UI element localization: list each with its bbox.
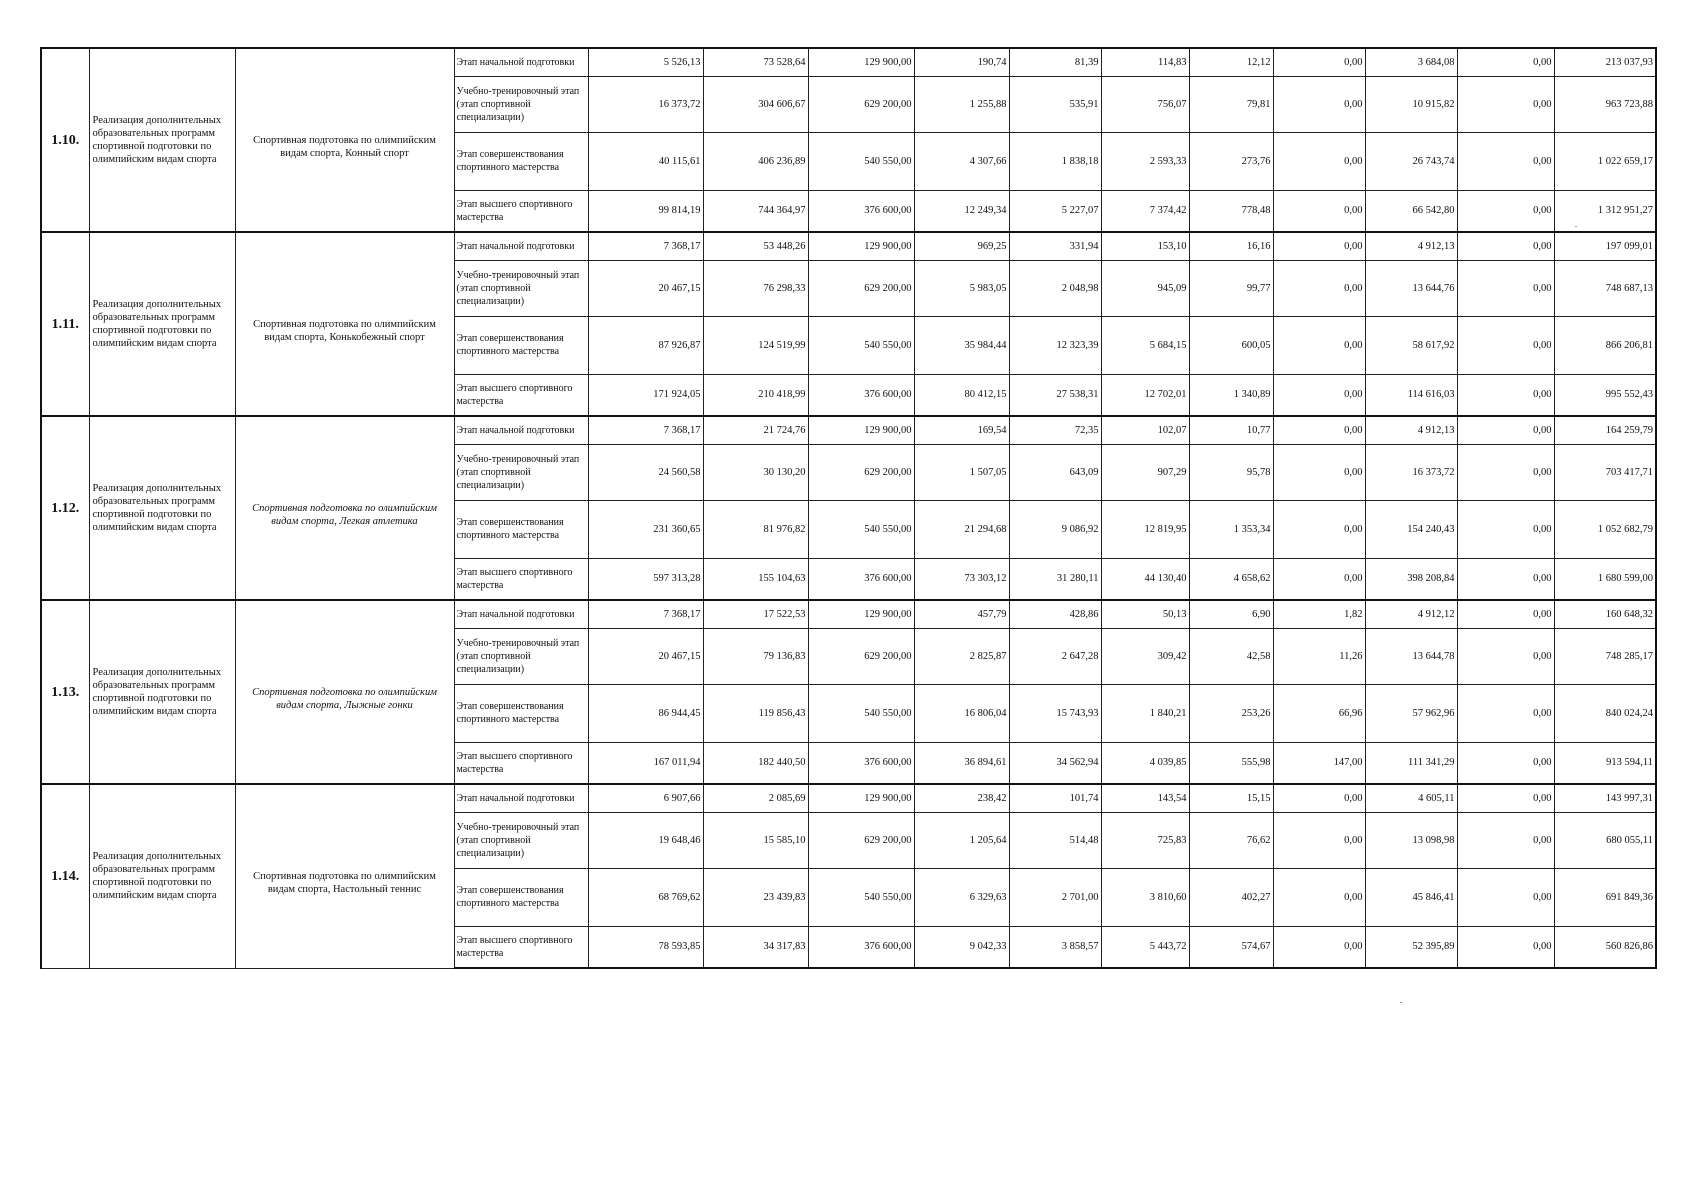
cost-value: 34 317,83 [703,926,808,968]
cost-value: 428,86 [1009,600,1101,628]
cost-value: 190,74 [914,48,1009,76]
cost-value: 81,39 [1009,48,1101,76]
cost-value: 6 907,66 [588,784,703,812]
sport-discipline: Спортивная подготовка по олимпийским видам спорта, Лыжные гонки [235,600,454,784]
training-stage: Этап совершенствования спортивного мастерства [454,684,588,742]
cost-value: 0,00 [1273,374,1365,416]
sport-discipline: Спортивная подготовка по олимпийским видам спорта, Конькобежный спорт [235,232,454,416]
total-value: 197 099,01 [1554,232,1656,260]
table-row [41,784,1656,812]
total-value: 748 285,17 [1554,628,1656,684]
cost-value: 16,16 [1189,232,1273,260]
cost-value: 79 136,83 [703,628,808,684]
total-value: 913 594,11 [1554,742,1656,784]
cost-value: 171 924,05 [588,374,703,416]
cost-value: 0,00 [1273,76,1365,132]
cost-value: 0,00 [1457,260,1554,316]
cost-value: 2 701,00 [1009,868,1101,926]
cost-value: 0,00 [1457,48,1554,76]
cost-value: 31 280,11 [1009,558,1101,600]
cost-value: 0,00 [1273,926,1365,968]
cost-value: 95,78 [1189,444,1273,500]
cost-value: 0,00 [1273,558,1365,600]
cost-value: 7 368,17 [588,600,703,628]
cost-value: 16 373,72 [588,76,703,132]
cost-value: 0,00 [1273,316,1365,374]
cost-value: 36 894,61 [914,742,1009,784]
cost-value: 2 085,69 [703,784,808,812]
cost-value: 26 743,74 [1365,132,1457,190]
cost-value: 0,00 [1457,926,1554,968]
cost-value: 0,00 [1273,812,1365,868]
scan-speck [1400,1002,1402,1003]
cost-value: 0,00 [1273,444,1365,500]
table-row [41,232,1656,260]
cost-value: 182 440,50 [703,742,808,784]
cost-value: 331,94 [1009,232,1101,260]
table-row [41,48,1656,76]
cost-value: 376 600,00 [808,374,914,416]
cost-value: 5 443,72 [1101,926,1189,968]
cost-value: 12 702,01 [1101,374,1189,416]
cost-value: 725,83 [1101,812,1189,868]
cost-value: 13 644,76 [1365,260,1457,316]
cost-value: 58 617,92 [1365,316,1457,374]
cost-value: 0,00 [1273,868,1365,926]
cost-value: 629 200,00 [808,76,914,132]
cost-value: 10,77 [1189,416,1273,444]
cost-value: 0,00 [1457,500,1554,558]
training-stage: Этап начальной подготовки [454,784,588,812]
cost-value: 1 205,64 [914,812,1009,868]
cost-value: 744 364,97 [703,190,808,232]
cost-value: 778,48 [1189,190,1273,232]
cost-value: 12,12 [1189,48,1273,76]
cost-value: 13 644,78 [1365,628,1457,684]
cost-value: 7 374,42 [1101,190,1189,232]
cost-value: 457,79 [914,600,1009,628]
training-stage: Этап начальной подготовки [454,416,588,444]
training-stage: Этап высшего спортивного мастерства [454,374,588,416]
cost-value: 169,54 [914,416,1009,444]
cost-value: 540 550,00 [808,684,914,742]
cost-value: 756,07 [1101,76,1189,132]
total-value: 160 648,32 [1554,600,1656,628]
cost-value: 73 303,12 [914,558,1009,600]
cost-value: 3 858,57 [1009,926,1101,968]
cost-value: 0,00 [1273,232,1365,260]
cost-value: 0,00 [1457,232,1554,260]
cost-value: 0,00 [1273,416,1365,444]
cost-value: 1,82 [1273,600,1365,628]
cost-value: 3 810,60 [1101,868,1189,926]
cost-value: 66,96 [1273,684,1365,742]
cost-value: 129 900,00 [808,232,914,260]
cost-value: 129 900,00 [808,48,914,76]
cost-value: 7 368,17 [588,232,703,260]
cost-value: 2 048,98 [1009,260,1101,316]
item-number: 1.11. [41,232,89,416]
cost-value: 597 313,28 [588,558,703,600]
cost-value: 0,00 [1457,316,1554,374]
cost-value: 406 236,89 [703,132,808,190]
cost-value: 147,00 [1273,742,1365,784]
cost-value: 376 600,00 [808,558,914,600]
cost-value: 86 944,45 [588,684,703,742]
cost-value: 2 825,87 [914,628,1009,684]
cost-value: 1 353,34 [1189,500,1273,558]
total-value: 560 826,86 [1554,926,1656,968]
cost-value: 945,09 [1101,260,1189,316]
cost-value: 119 856,43 [703,684,808,742]
cost-value: 73 528,64 [703,48,808,76]
cost-value: 643,09 [1009,444,1101,500]
cost-value: 309,42 [1101,628,1189,684]
cost-value: 514,48 [1009,812,1101,868]
cost-value: 167 011,94 [588,742,703,784]
total-value: 691 849,36 [1554,868,1656,926]
training-stage: Этап совершенствования спортивного мастерства [454,316,588,374]
sport-discipline: Спортивная подготовка по олимпийским видам спорта, Настольный теннис [235,784,454,968]
cost-value: 12 323,39 [1009,316,1101,374]
cost-value: 101,74 [1009,784,1101,812]
cost-value: 231 360,65 [588,500,703,558]
total-value: 680 055,11 [1554,812,1656,868]
cost-value: 2 593,33 [1101,132,1189,190]
cost-value: 4 039,85 [1101,742,1189,784]
cost-value: 0,00 [1457,628,1554,684]
cost-value: 629 200,00 [808,444,914,500]
cost-value: 19 648,46 [588,812,703,868]
cost-value: 0,00 [1273,132,1365,190]
training-stage: Этап начальной подготовки [454,600,588,628]
cost-value: 1 838,18 [1009,132,1101,190]
cost-value: 5 983,05 [914,260,1009,316]
program-name: Реализация дополнительных образовательных программ спортивной подготовки по олимпийским видам спорта [89,600,235,784]
cost-value: 5 684,15 [1101,316,1189,374]
cost-value: 15 585,10 [703,812,808,868]
cost-value: 153,10 [1101,232,1189,260]
cost-value: 72,35 [1009,416,1101,444]
cost-value: 0,00 [1457,684,1554,742]
total-value: 1 312 951,27 [1554,190,1656,232]
cost-value: 15,15 [1189,784,1273,812]
cost-value: 0,00 [1457,784,1554,812]
cost-value: 0,00 [1273,260,1365,316]
training-stage: Учебно-тренировочный этап (этап спортивной специализации) [454,76,588,132]
cost-value: 20 467,15 [588,628,703,684]
program-name: Реализация дополнительных образовательных программ спортивной подготовки по олимпийским видам спорта [89,416,235,600]
program-name: Реализация дополнительных образовательных программ спортивной подготовки по олимпийским видам спорта [89,784,235,968]
cost-value: 13 098,98 [1365,812,1457,868]
total-value: 1 052 682,79 [1554,500,1656,558]
total-value: 703 417,71 [1554,444,1656,500]
cost-value: 129 900,00 [808,784,914,812]
cost-value: 629 200,00 [808,812,914,868]
cost-value: 42,58 [1189,628,1273,684]
total-value: 866 206,81 [1554,316,1656,374]
cost-value: 6 329,63 [914,868,1009,926]
cost-value: 10 915,82 [1365,76,1457,132]
total-value: 164 259,79 [1554,416,1656,444]
training-stage: Этап высшего спортивного мастерства [454,190,588,232]
cost-value: 0,00 [1457,742,1554,784]
cost-value: 376 600,00 [808,190,914,232]
training-stage: Этап высшего спортивного мастерства [454,558,588,600]
cost-value: 111 341,29 [1365,742,1457,784]
cost-value: 238,42 [914,784,1009,812]
training-stage: Учебно-тренировочный этап (этап спортивной специализации) [454,444,588,500]
cost-value: 4 912,13 [1365,232,1457,260]
cost-value: 154 240,43 [1365,500,1457,558]
cost-value: 4 605,11 [1365,784,1457,812]
cost-value: 555,98 [1189,742,1273,784]
item-number: 1.13. [41,600,89,784]
cost-value: 78 593,85 [588,926,703,968]
document-sheet [40,47,1657,969]
cost-value: 81 976,82 [703,500,808,558]
item-number: 1.14. [41,784,89,968]
training-stage: Учебно-тренировочный этап (этап спортивной специализации) [454,260,588,316]
cost-value: 376 600,00 [808,742,914,784]
cost-value: 253,26 [1189,684,1273,742]
item-number: 1.12. [41,416,89,600]
cost-value: 53 448,26 [703,232,808,260]
cost-value: 35 984,44 [914,316,1009,374]
cost-value: 76 298,33 [703,260,808,316]
cost-value: 4 912,12 [1365,600,1457,628]
cost-value: 3 684,08 [1365,48,1457,76]
program-name: Реализация дополнительных образовательных программ спортивной подготовки по олимпийским видам спорта [89,232,235,416]
cost-value: 16 373,72 [1365,444,1457,500]
cost-value: 0,00 [1457,374,1554,416]
cost-value: 4 658,62 [1189,558,1273,600]
cost-value: 21 724,76 [703,416,808,444]
cost-value: 0,00 [1457,812,1554,868]
cost-value: 540 550,00 [808,500,914,558]
cost-value: 99 814,19 [588,190,703,232]
cost-value: 0,00 [1273,784,1365,812]
sport-discipline: Спортивная подготовка по олимпийским видам спорта, Конный спорт [235,48,454,232]
training-stage: Учебно-тренировочный этап (этап спортивной специализации) [454,812,588,868]
cost-value: 969,25 [914,232,1009,260]
cost-value: 34 562,94 [1009,742,1101,784]
cost-value: 1 840,21 [1101,684,1189,742]
item-number: 1.10. [41,48,89,232]
total-value: 748 687,13 [1554,260,1656,316]
cost-value: 540 550,00 [808,316,914,374]
training-stage: Учебно-тренировочный этап (этап спортивной специализации) [454,628,588,684]
cost-value: 1 340,89 [1189,374,1273,416]
program-name: Реализация дополнительных образовательных программ спортивной подготовки по олимпийским видам спорта [89,48,235,232]
cost-value: 5 227,07 [1009,190,1101,232]
cost-value: 398 208,84 [1365,558,1457,600]
cost-value: 52 395,89 [1365,926,1457,968]
cost-value: 629 200,00 [808,628,914,684]
cost-value: 9 086,92 [1009,500,1101,558]
cost-value: 15 743,93 [1009,684,1101,742]
cost-value: 12 249,34 [914,190,1009,232]
cost-value: 76,62 [1189,812,1273,868]
cost-value: 114,83 [1101,48,1189,76]
cost-value: 11,26 [1273,628,1365,684]
cost-value: 0,00 [1457,558,1554,600]
table-row [41,600,1656,628]
cost-value: 273,76 [1189,132,1273,190]
training-stage: Этап совершенствования спортивного мастерства [454,500,588,558]
cost-value: 540 550,00 [808,132,914,190]
total-value: 963 723,88 [1554,76,1656,132]
cost-value: 27 538,31 [1009,374,1101,416]
training-stage: Этап начальной подготовки [454,232,588,260]
cost-value: 6,90 [1189,600,1273,628]
total-value: 143 997,31 [1554,784,1656,812]
cost-value: 0,00 [1457,76,1554,132]
cost-value: 68 769,62 [588,868,703,926]
cost-value: 23 439,83 [703,868,808,926]
cost-value: 5 526,13 [588,48,703,76]
cost-value: 155 104,63 [703,558,808,600]
cost-value: 0,00 [1273,190,1365,232]
total-value: 840 024,24 [1554,684,1656,742]
cost-value: 0,00 [1457,416,1554,444]
cost-value: 40 115,61 [588,132,703,190]
cost-value: 30 130,20 [703,444,808,500]
cost-value: 80 412,15 [914,374,1009,416]
cost-value: 0,00 [1457,190,1554,232]
cost-value: 143,54 [1101,784,1189,812]
cost-value: 16 806,04 [914,684,1009,742]
cost-value: 0,00 [1457,132,1554,190]
training-stage: Этап высшего спортивного мастерства [454,742,588,784]
training-stage: Этап высшего спортивного мастерства [454,926,588,968]
cost-value: 0,00 [1457,600,1554,628]
cost-value: 44 130,40 [1101,558,1189,600]
cost-value: 1 255,88 [914,76,1009,132]
cost-value: 45 846,41 [1365,868,1457,926]
cost-value: 210 418,99 [703,374,808,416]
cost-value: 124 519,99 [703,316,808,374]
cost-value: 50,13 [1101,600,1189,628]
cost-value: 102,07 [1101,416,1189,444]
cost-value: 574,67 [1189,926,1273,968]
training-stage: Этап начальной подготовки [454,48,588,76]
cost-table [40,47,1657,969]
cost-value: 9 042,33 [914,926,1009,968]
cost-value: 20 467,15 [588,260,703,316]
cost-value: 12 819,95 [1101,500,1189,558]
cost-value: 17 522,53 [703,600,808,628]
cost-value: 1 507,05 [914,444,1009,500]
cost-value: 66 542,80 [1365,190,1457,232]
cost-value: 129 900,00 [808,600,914,628]
cost-value: 629 200,00 [808,260,914,316]
cost-value: 402,27 [1189,868,1273,926]
cost-value: 4 307,66 [914,132,1009,190]
cost-value: 376 600,00 [808,926,914,968]
cost-value: 87 926,87 [588,316,703,374]
training-stage: Этап совершенствования спортивного мастерства [454,868,588,926]
cost-value: 7 368,17 [588,416,703,444]
cost-value: 21 294,68 [914,500,1009,558]
cost-value: 57 962,96 [1365,684,1457,742]
cost-value: 129 900,00 [808,416,914,444]
cost-value: 114 616,03 [1365,374,1457,416]
cost-value: 600,05 [1189,316,1273,374]
table-row [41,416,1656,444]
cost-value: 4 912,13 [1365,416,1457,444]
cost-value: 79,81 [1189,76,1273,132]
total-value: 1 680 599,00 [1554,558,1656,600]
total-value: 995 552,43 [1554,374,1656,416]
cost-value: 907,29 [1101,444,1189,500]
total-value: 213 037,93 [1554,48,1656,76]
total-value: 1 022 659,17 [1554,132,1656,190]
cost-value: 540 550,00 [808,868,914,926]
cost-value: 304 606,67 [703,76,808,132]
cost-value: 99,77 [1189,260,1273,316]
cost-value: 24 560,58 [588,444,703,500]
cost-value: 0,00 [1457,868,1554,926]
sport-discipline: Спортивная подготовка по олимпийским видам спорта, Легкая атлетика [235,416,454,600]
cost-value: 0,00 [1273,500,1365,558]
cost-value: 0,00 [1457,444,1554,500]
cost-value: 0,00 [1273,48,1365,76]
cost-value: 2 647,28 [1009,628,1101,684]
cost-value: 535,91 [1009,76,1101,132]
scan-speck [1575,226,1577,227]
training-stage: Этап совершенствования спортивного мастерства [454,132,588,190]
